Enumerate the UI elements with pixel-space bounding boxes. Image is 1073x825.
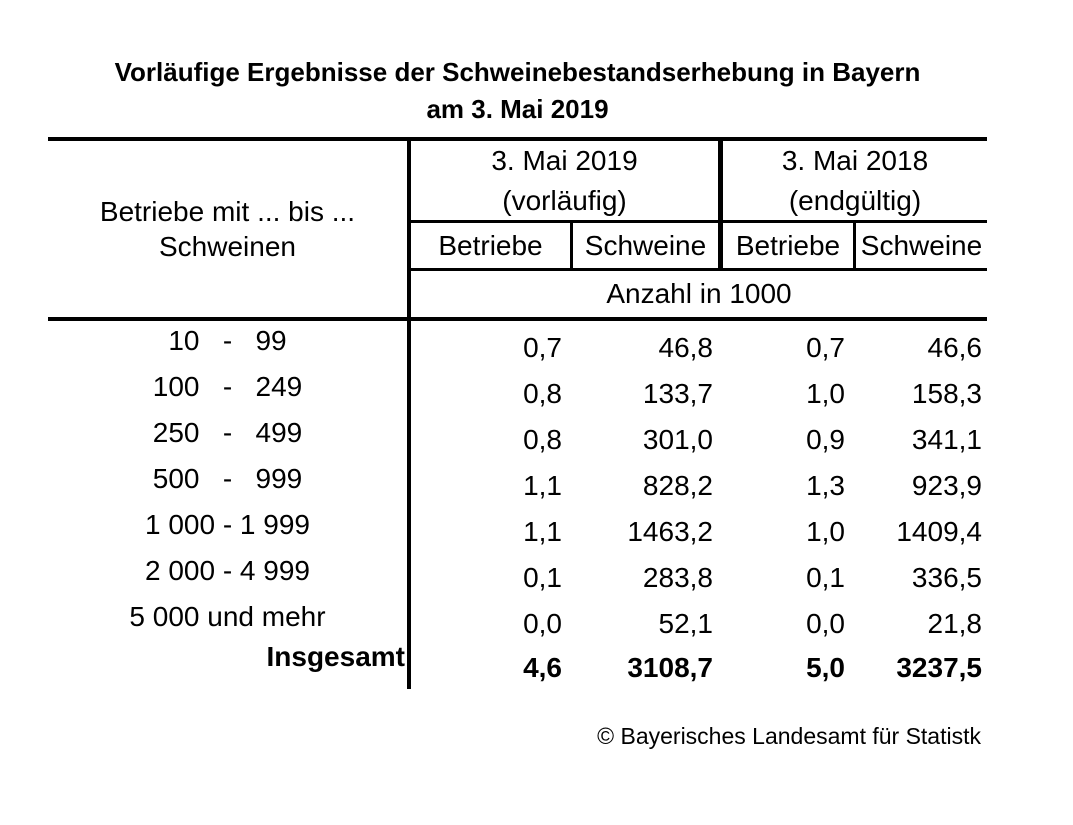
row-header-cell <box>48 141 411 317</box>
cell-betriebe-2019-total: 4,6 <box>523 652 562 683</box>
page-title <box>48 0 987 128</box>
cell-schweine-2019: 46,8 <box>658 332 713 363</box>
cell-schweine-2018: 46,6 <box>927 332 982 363</box>
table-row <box>48 413 987 459</box>
cell-betriebe-2019: 1,1 <box>523 470 562 501</box>
col-header-schweine-2019: Schweine <box>570 223 718 271</box>
cell-schweine-2019: 828,2 <box>642 470 713 501</box>
unit-header: Anzahl in 1000 <box>606 278 792 309</box>
cell-betriebe-2019: 0,0 <box>523 608 562 639</box>
row-label: 250 - 499 <box>48 413 411 459</box>
row-label: 1 000 - 1 999 <box>48 505 411 551</box>
col-group-2019-title: 3. Mai 2019 <box>491 144 638 176</box>
copyright-notice: © Bayerisches Landesamt für Statistk <box>597 723 981 749</box>
row-label: 100 - 249 <box>48 367 411 413</box>
row-label-total: Insgesamt <box>48 643 411 689</box>
cell-schweine-2018: 341,1 <box>911 424 982 455</box>
table-row <box>48 321 987 367</box>
cell-schweine-2018: 923,9 <box>911 470 982 501</box>
col-group-2019 <box>411 141 718 223</box>
cell-betriebe-2018-total: 5,0 <box>806 652 845 683</box>
table-row <box>48 505 987 551</box>
cell-schweine-2019: 52,1 <box>658 608 713 639</box>
table-header <box>48 137 987 321</box>
cell-betriebe-2018: 0,7 <box>806 332 845 363</box>
table-row <box>48 551 987 597</box>
cell-betriebe-2019: 0,7 <box>523 332 562 363</box>
table-row-total <box>48 643 987 689</box>
col-header-schweine-2018: Schweine <box>853 223 987 271</box>
row-label: 500 - 999 <box>48 459 411 505</box>
page-title-line2: am 3. Mai 2019 <box>426 94 609 124</box>
cell-schweine-2018-total: 3237,5 <box>896 652 982 683</box>
cell-betriebe-2018: 0,0 <box>806 608 845 639</box>
page <box>48 0 987 751</box>
cell-schweine-2018: 336,5 <box>911 562 982 593</box>
col-header-betriebe-2018: Betriebe <box>718 223 853 271</box>
pig-stock-table <box>48 137 987 689</box>
page-title-line1: Vorläufige Ergebnisse der Schweinebestandserhebung in Bayern <box>114 57 921 87</box>
row-label: 10 - 99 <box>48 321 411 367</box>
cell-betriebe-2019: 1,1 <box>523 516 562 547</box>
row-label: 5 000 und mehr <box>48 597 411 643</box>
col-group-2018-subtitle: (endgültig) <box>788 184 922 216</box>
cell-betriebe-2019: 0,8 <box>523 424 562 455</box>
cell-betriebe-2019: 0,8 <box>523 378 562 409</box>
col-group-2019-subtitle: (vorläufig) <box>502 184 627 216</box>
col-header-betriebe-2019: Betriebe <box>411 223 570 271</box>
cell-schweine-2019-total: 3108,7 <box>627 652 713 683</box>
cell-schweine-2019: 283,8 <box>642 562 713 593</box>
cell-betriebe-2018: 1,3 <box>806 470 845 501</box>
row-header-line2: Schweinen <box>159 231 296 262</box>
col-group-2018 <box>718 141 987 223</box>
table-row <box>48 367 987 413</box>
table-row <box>48 597 987 643</box>
col-group-2018-title: 3. Mai 2018 <box>781 144 929 176</box>
cell-betriebe-2018: 1,0 <box>806 516 845 547</box>
row-header-line1: Betriebe mit ... bis ... <box>99 196 356 227</box>
table-body <box>48 321 987 689</box>
cell-schweine-2018: 21,8 <box>927 608 982 639</box>
cell-schweine-2018: 158,3 <box>911 378 982 409</box>
cell-betriebe-2018: 1,0 <box>806 378 845 409</box>
cell-schweine-2019: 133,7 <box>642 378 713 409</box>
cell-schweine-2019: 1463,2 <box>627 516 713 547</box>
table-row <box>48 459 987 505</box>
cell-schweine-2018: 1409,4 <box>896 516 982 547</box>
cell-betriebe-2019: 0,1 <box>523 562 562 593</box>
cell-betriebe-2018: 0,1 <box>806 562 845 593</box>
row-label: 2 000 - 4 999 <box>48 551 411 597</box>
cell-schweine-2019: 301,0 <box>642 424 713 455</box>
cell-betriebe-2018: 0,9 <box>806 424 845 455</box>
